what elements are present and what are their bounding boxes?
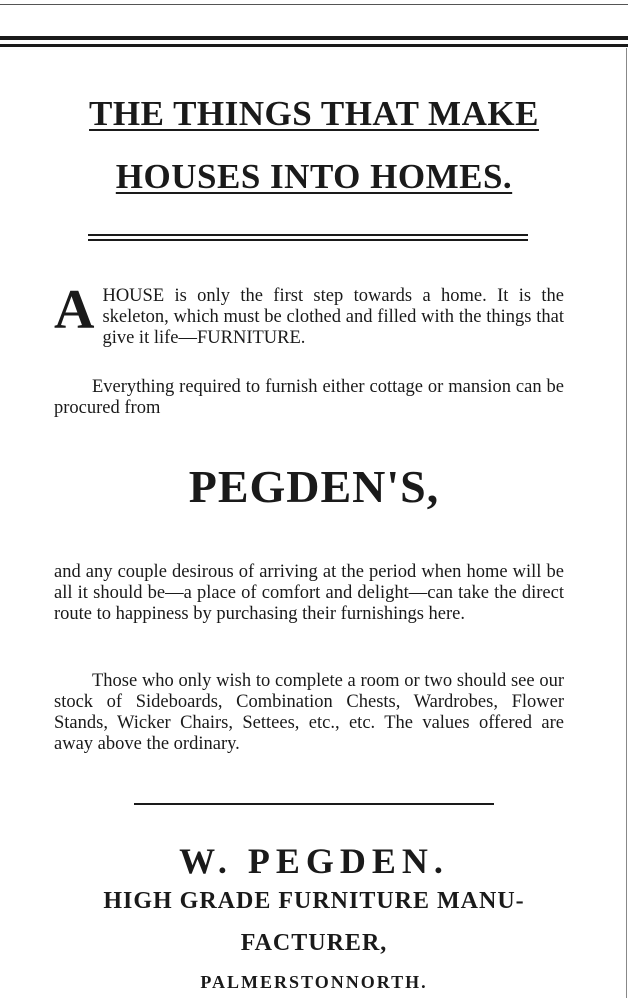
footer-divider [134,803,494,805]
footer-location: PALMERSTONNORTH. [200,972,428,992]
footer-trade-line-1: HIGH GRADE FURNITURE MANU- [103,888,525,914]
intro-paragraph [54,279,564,349]
top-heavy-rule-2 [0,44,628,47]
stock-paragraph: Those who only wish to complete a room or two should see our stock of Sideboards, Combination Chests, Wardrobes, Flower Stands, Wicker Chairs, Settees, etc., etc. The values offered are away above the ordinary. [54,671,564,754]
headline-line-2: HOUSES INTO HOMES. [115,157,513,196]
brand-name: PEGDEN'S, [188,461,440,512]
headline-line-1: THE THINGS THAT MAKE [89,94,539,133]
double-divider [88,234,528,241]
footer-trade-line-2: FACTURER, [240,930,388,956]
footer-name: W. PEGDEN. [179,841,449,881]
top-thin-rule [0,4,628,5]
top-heavy-rule [0,36,628,40]
procure-paragraph: Everything required to furnish either cottage or mansion can be procured from [54,377,564,418]
drop-cap: A [54,279,95,341]
right-edge-line [626,48,627,998]
intro-text: HOUSE is only the first step towards a home. It is the skeleton, which must be clothed and filled with the things that give it life—FURNITURE. [102,286,564,348]
couple-paragraph: and any couple desirous of arriving at the period when home will be all it should be—a place of comfort and delight—can take the direct route to happiness by purchasing their furnishings here. [54,562,564,624]
